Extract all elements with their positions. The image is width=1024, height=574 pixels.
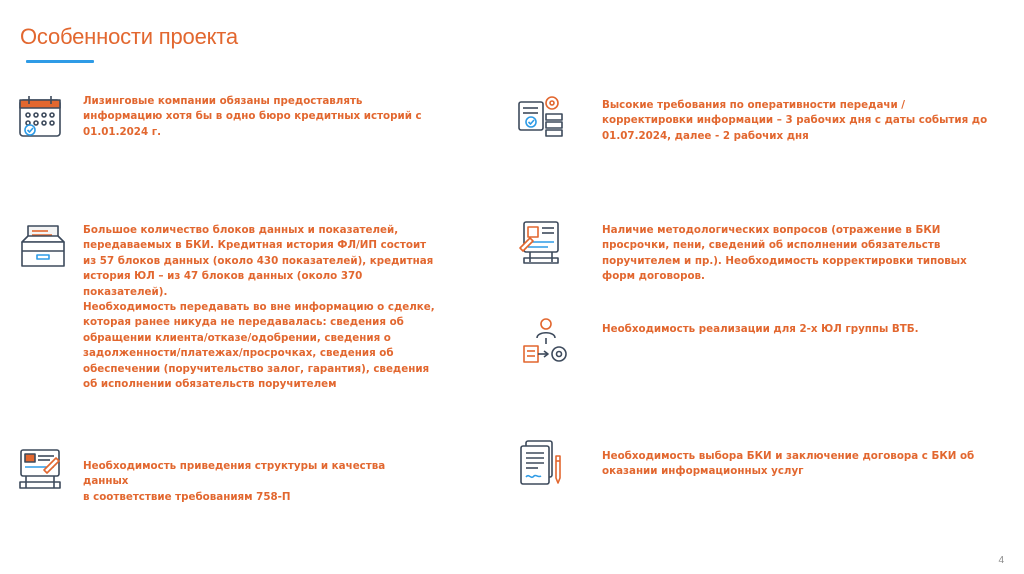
data-settings-icon — [516, 92, 566, 142]
design-tools-icon — [16, 444, 66, 494]
methodology-icon — [516, 218, 566, 268]
right-item-4-text: Необходимость выбора БКИ и заключение договора с БКИ об оказании информационных услуг — [602, 450, 975, 478]
archive-box-icon — [18, 221, 68, 271]
contract-pen-icon — [516, 438, 566, 488]
title-underline — [26, 60, 94, 63]
page-number: 4 — [998, 555, 1004, 566]
left-item-3-text: Необходимость приведения структуры и качества данных в соответствие требованиям 758-П — [83, 460, 386, 503]
left-item-1-text: Лизинговые компании обязаны предоставлять информацию хотя бы в одно бюро кредитных историй с 01.01.2024 г. — [83, 95, 422, 138]
slide-title: Особенности проекта — [20, 24, 238, 49]
right-item-1-text: Высокие требования по оперативности передачи / корректировки информации – 3 рабочих дня с даты события до 01.07.2024, далее - 2 рабочих дня — [602, 99, 988, 142]
left-item-2-text: Большое количество блоков данных и показателей, передаваемых в БКИ. Кредитная история ФЛ/ИП состоит из 57 блоков данных (около 430 показателей), кредитная история ЮЛ – из 47 блоков данных (около 370 показателей). Необходимость передавать во вне информацию о сделке, которая ранее никуда не передавалась: сведения об обращении клиента/отказе/одобрении, сведения о задолженности/платежах/просрочках, сведения об обеспечении (поручительство залог, гарантия), сведения об исполнении обязательств поручителем — [83, 224, 435, 391]
right-item-2-text: Наличие методологических вопросов (отражение в БКИ просрочки, пени, сведений об исполнении обязательств поручителем и пр.). Необходимость корректировки типовых форм договоров. — [602, 224, 967, 283]
right-item-3-text: Необходимость реализации для 2-х ЮЛ группы ВТБ. — [602, 323, 919, 335]
calendar-icon — [16, 92, 66, 142]
user-process-icon — [521, 316, 571, 366]
